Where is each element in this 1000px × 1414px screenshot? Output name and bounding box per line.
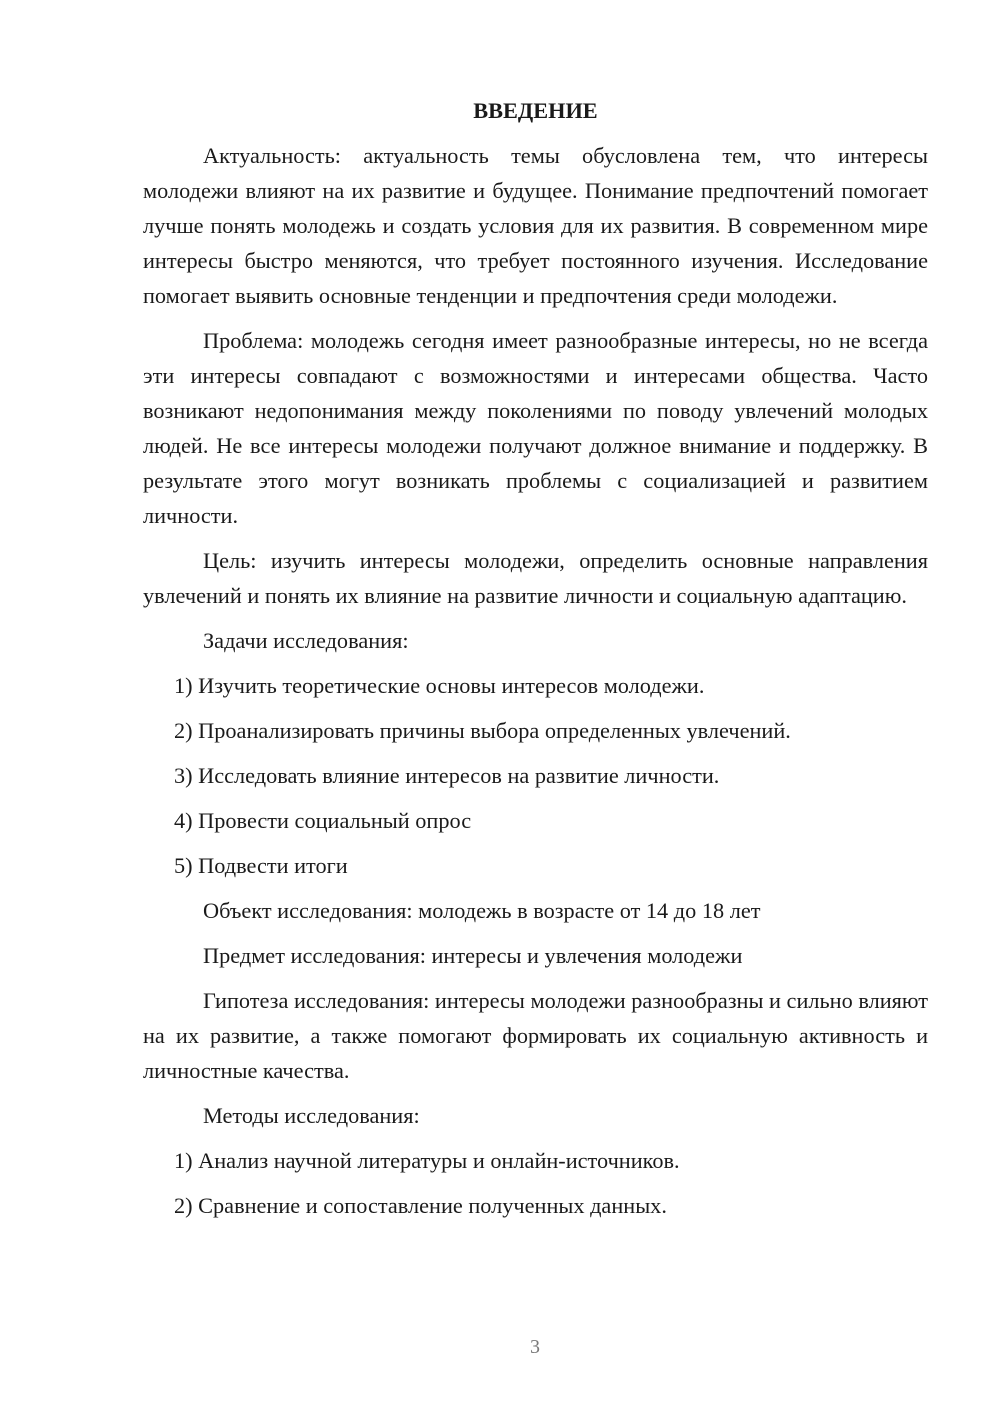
page-content: [143, 93, 928, 1233]
method-item: 1) Анализ научной литературы и онлайн-источников.: [174, 1148, 680, 1173]
methods-heading: Методы исследования:: [203, 1103, 420, 1128]
method-item: 2) Сравнение и сопоставление полученных данных.: [174, 1193, 667, 1218]
subject-line: Предмет исследования: интересы и увлечения молодежи: [203, 943, 743, 968]
task-item: 4) Провести социальный опрос: [174, 808, 472, 833]
page-number: 3: [530, 1336, 540, 1358]
page-title: ВВЕДЕНИЕ: [473, 98, 598, 123]
relevance-paragraph: Актуальность: актуальность темы обусловлена тем, что интересы молодежи влияют на их развитие и будущее. Понимание предпочтений помогает лучше понять молодежь и создать условия для их развития. В современном мире интересы быстро меняются, что требует постоянного изучения. Исследование помогает выявить основные тенденции и предпочтения среди молодежи.: [143, 143, 928, 308]
object-line: Объект исследования: молодежь в возрасте от 14 до 18 лет: [203, 898, 761, 923]
problem-paragraph: Проблема: молодежь сегодня имеет разнообразные интересы, но не всегда эти интересы совпадают с возможностями и интересами общества. Часто возникают недопонимания между поколениями по поводу увлечений молодых людей. Не все интересы молодежи получают должное внимание и поддержку. В результате этого могут возникать проблемы с социализацией и развитием личности.: [143, 328, 928, 528]
task-item: 1) Изучить теоретические основы интересов молодежи.: [174, 673, 705, 698]
task-item: 5) Подвести итоги: [174, 853, 348, 878]
hypothesis-paragraph: Гипотеза исследования: интересы молодежи разнообразны и сильно влияют на их развитие, а также помогают формировать их социальную активность и личностные качества.: [143, 988, 928, 1083]
goal-paragraph: Цель: изучить интересы молодежи, определить основные направления увлечений и понять их влияние на развитие личности и социальную адаптацию.: [143, 548, 928, 608]
tasks-heading: Задачи исследования:: [203, 628, 409, 653]
task-item: 3) Исследовать влияние интересов на развитие личности.: [174, 763, 720, 788]
task-item: 2) Проанализировать причины выбора определенных увлечений.: [174, 718, 791, 743]
